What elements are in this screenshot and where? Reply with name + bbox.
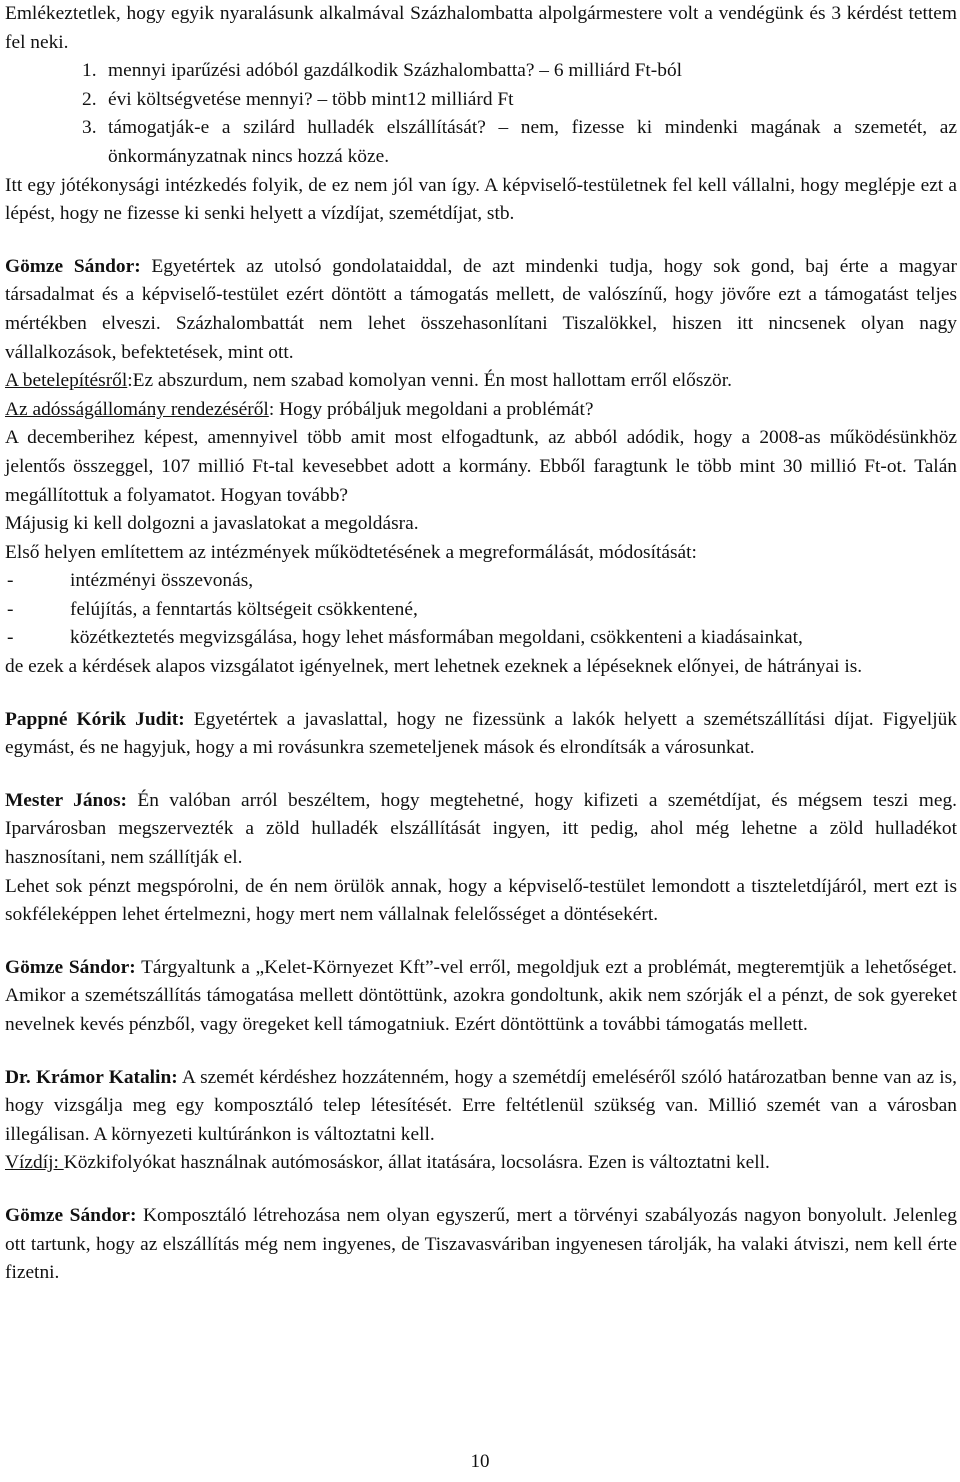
topic-text: Közkifolyókat használnak autómosáskor, állat itatására, locsolásra. Ezen is változtatni kell. (63, 1152, 770, 1174)
speech-gomze-2 (5, 954, 957, 1040)
speaker-name: Gömze Sándor: (5, 255, 141, 277)
water-fee-paragraph (5, 1149, 957, 1178)
questions-paragraph: de ezek a kérdések alapos vizsgálatot igényelnek, mert lehetnek ezeknek a lépéseknek előnyei, de hátrányai is. (5, 656, 863, 678)
topic-text: :Ez abszurdum, nem szabad komolyan venni. Én most hallottam erről először. (127, 370, 732, 392)
list-item-text: intézményi összevonás, (70, 570, 254, 592)
list-item (5, 624, 957, 653)
list-dash: - (7, 627, 14, 649)
speaker-name: Mester János: (5, 789, 128, 811)
list-item (5, 114, 957, 171)
list-item (5, 86, 957, 115)
speaker-name: Gömze Sándor: (5, 1204, 137, 1226)
list-item-text: mennyi iparűzési adóból gazdálkodik Százhalombatta? – 6 milliárd Ft-ból (108, 60, 683, 82)
list-item (5, 567, 957, 596)
speaker-name: Pappné Kórik Judit: (5, 708, 185, 730)
speech-kramor (5, 1064, 957, 1150)
document-page (5, 0, 957, 1288)
intro-paragraph: Emlékeztetlek, hogy egyik nyaralásunk alkalmával Százhalombatta alpolgármestere volt a vendégünk és 3 kérdést tettem fel neki. (5, 3, 957, 53)
list-item (5, 57, 957, 86)
may-paragraph: Májusig ki kell dolgozni a javaslatokat a megoldásra. (5, 513, 419, 535)
december-paragraph: A decemberihez képest, amennyivel több amit most elfogadtunk, az abból adódik, hogy a 2008-as működésünkhöz jelentős összeggel, 107 millió Ft-tal kevesebbet adott a kormány. Ebből faragtunk le több mint 30 millió Ft-ot. Talán megállítottuk a folyamatot. Hogyan tovább? (5, 427, 957, 506)
savings-paragraph: Lehet sok pénzt megspórolni, de én nem örülök annak, hogy a képviselő-testület lemondott a tiszteletdíjáról, mert ezt is sokféleképpen lehet értelmezni, hogy mert nem vállalnak felelősséget a döntésekért. (5, 875, 957, 926)
topic-text: : Hogy próbáljuk megoldani a problémát? (268, 398, 594, 420)
list-dash: - (7, 570, 14, 592)
speech-mester (5, 787, 957, 873)
list-item-text: támogatják-e a szilárd hulladék elszállítását? – nem, fizesse ki mindenki magának a szemetét, az önkormányzatnak nincs hozzá köze. (108, 117, 957, 167)
debt-paragraph (5, 396, 957, 425)
first-place-paragraph: Első helyen említettem az intézmények működtetésének a megreformálását, módosítását: (5, 541, 697, 563)
list-item-text: évi költségvetése mennyi? – több mint12 milliárd Ft (108, 88, 514, 110)
speech-text: A szemét kérdéshez hozzátenném, hogy a szemétdíj emeléséről szóló határozatban benne van az is, hogy vizsgálja meg egy komposztáló telep létesítését. Erre feltétlenül szükség van. Millió szemét van a városban illegálisan. A környezeti kultúránkon is változtatni kell. (5, 1066, 957, 1145)
speaker-name: Gömze Sándor: (5, 956, 136, 978)
speech-text: Tárgyaltunk a „Kelet-Környezet Kft”-vel erről, megoldjuk ezt a problémát, megteremtjük a lehetőséget. Amikor a szemétszállítás támogatása mellett döntöttünk, azokra gondoltunk, akik nem szórják el a pénzt, de sok gyereket nevelnek kevés pénzből, vagy öregeket kell támogatniuk. Ezért döntöttünk a további támogatás mellett. (5, 956, 957, 1035)
page-number: 10 (470, 1451, 490, 1472)
speech-text: Én valóban arról beszéltem, hogy megtehetné, hogy kifizeti a szemétdíjat, és mégsem teszi meg. Iparvárosban megszervezték a zöld hulladék elszállítását ingyen, itt pedig, ahol még lehetne a zöld hulladékot hasznosítani, nem szállítják el. (5, 789, 957, 869)
list-dash: - (7, 598, 14, 620)
speech-gomze-1 (5, 253, 957, 367)
settlement-paragraph (5, 367, 957, 396)
list-item-text: közétkeztetés megvizsgálása, hogy lehet másformában megoldani, csökkenteni a kiadásainkat, (70, 627, 803, 649)
measures-list (5, 567, 957, 653)
list-item (5, 596, 957, 625)
speech-gomze-3 (5, 1202, 957, 1288)
topic-label: Vízdíj: (5, 1152, 64, 1174)
list-number: 1. (82, 60, 97, 82)
speaker-name: Dr. Krámor Katalin: (5, 1066, 178, 1088)
topic-label: Az adósságállomány rendezéséről (5, 398, 269, 420)
list-item-text: felújítás, a fenntartás költségeit csökkentené, (70, 598, 418, 620)
list-number: 2. (82, 88, 97, 110)
question-list (5, 57, 957, 171)
list-number: 3. (82, 117, 97, 139)
speech-pappne (5, 706, 957, 763)
charity-paragraph: Itt egy jótékonysági intézkedés folyik, de ez nem jól van így. A képviselő-testületnek fel kell vállalni, hogy meglépje ezt a lépést, hogy ne fizesse ki senki helyett a vízdíjat, szemétdíjat, stb. (5, 174, 957, 225)
speech-text: Komposztáló létrehozása nem olyan egyszerű, mert a törvényi szabályozás nagyon bonyolult. Jelenleg ott tartunk, hogy az elszállítás még nem ingyenes, de Tiszavasváriban ingyenesen tárolják, ha valaki átviszi, nem kell érte fizetni. (5, 1204, 957, 1284)
topic-label: A betelepítésről (5, 370, 128, 392)
speech-text: Egyetértek az utolsó gondolataiddal, de azt mindenki tudja, hogy sok gond, baj érte a magyar társadalmat és a képviselő-testület ezért döntött a támogatás mellett, de valószínű, hogy jövőre ezt a támogatást teljes mértékben elveszi. Százhalombattát nem lehet összehasonlítani Tiszalökkel, hiszen itt nincsenek olyan nagy vállalkozások, befektetések, mint ott. (5, 255, 957, 363)
speech-text: Egyetértek a javaslattal, hogy ne fizessünk a lakók helyett a szemétszállítási díjat. Figyeljük egymást, és ne hagyjuk, hogy a mi rovásunkra szemeteljenek mások és elrondítsák a városunkat. (5, 708, 957, 759)
